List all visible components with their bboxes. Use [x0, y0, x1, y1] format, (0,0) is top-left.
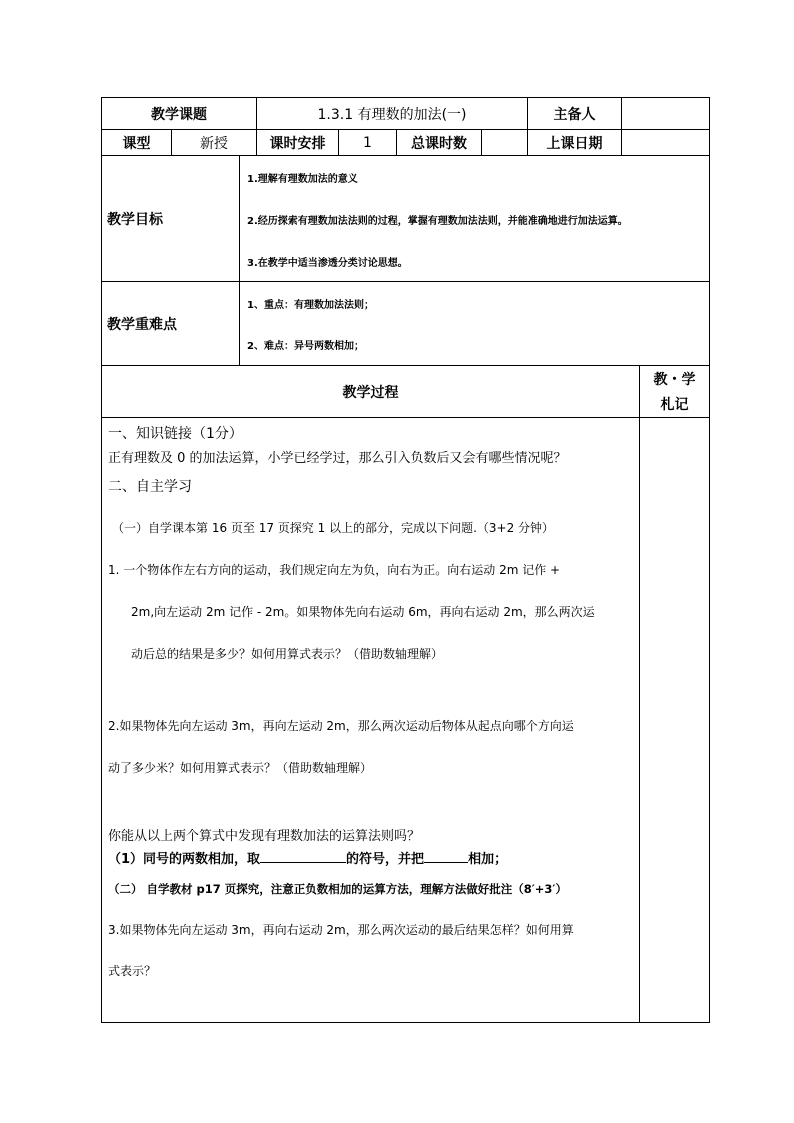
rule1-part-c: 相加；: [468, 852, 508, 867]
rule1-blank-1[interactable]: [260, 862, 346, 863]
rule-question: 你能从以上两个算式中发现有理数加法的运算法则吗？: [108, 829, 421, 844]
question3-line2: 式表示？: [108, 964, 157, 978]
question1-line3: 动后总的结果是多少？如何用算式表示？（借助数轴理解）: [131, 647, 444, 661]
question2-line2: 动了多少米？如何用算式表示？（借助数轴理解）: [108, 761, 373, 775]
section2-title: 二、自主学习: [108, 479, 192, 495]
schedule-value: 1: [363, 134, 372, 151]
rule1-blank-2[interactable]: [424, 862, 468, 863]
objective-item: 2.经历探索有理数加法法则的过程，掌握有理数加法法则，并能准确地进行加法运算。: [247, 216, 628, 227]
total-value: [482, 130, 527, 155]
section1-text: 正有理数及 0 的加法运算，小学已经学过，那么引入负数后又会有哪些情况呢？: [108, 451, 567, 466]
process-label: 教学过程: [342, 384, 399, 401]
rule1: [108, 848, 507, 867]
part1-text: （一）自学课本第 16 页至 17 页探究 1 以上的部分，完成以下问题.（3+2 分钟）: [112, 521, 555, 535]
objectives-label: 教学目标: [107, 211, 163, 228]
rule1-part-b: 的符号，并把: [346, 852, 425, 867]
date-label: 上课日期: [546, 135, 603, 152]
notes-label-2: 札记: [660, 397, 689, 413]
total-label: 总课时数: [411, 135, 467, 152]
part2-text: （二） 自学教材 p17 页探究，注意正负数相加的运算方法，理解方法做好批注（8′+3′）: [108, 882, 567, 896]
date-value: [622, 130, 709, 155]
table-vline: [639, 365, 640, 1023]
table-border-right: [709, 97, 710, 1023]
objective-item: 3.在教学中适当渗透分类讨论思想。: [247, 258, 408, 269]
table-border-bottom: [101, 1022, 710, 1023]
key-points-label: 教学重难点: [107, 316, 177, 333]
objective-item: 1.理解有理数加法的意义: [247, 174, 358, 185]
type-label: 课型: [122, 135, 151, 152]
teacher-label: 主备人: [553, 106, 596, 123]
question1-line1: 1. 一个物体作左右方向的运动，我们规定向左为负，向右为正。向右运动 2m 记作 +: [108, 563, 561, 577]
section1-title: 一、知识链接（1分）: [108, 426, 243, 442]
lesson-title-label: 教学课题: [151, 106, 207, 123]
key-point-item: 1、重点：有理数加法法则；: [247, 300, 374, 311]
key-point-item: 2、难点：异号两数相加；: [247, 341, 364, 352]
question3-line1: 3.如果物体先向左运动 3m，再向右运动 2m，那么两次运动的最后结果怎样？如何用算: [108, 923, 574, 937]
rule1-part-a: （1）同号的两数相加，取: [108, 852, 261, 867]
question1-line2: 2m,向左运动 2m 记作 - 2m。如果物体先向右运动 6m，再向右运动 2m，那么两次运: [131, 605, 595, 619]
type-value: 新授: [200, 135, 228, 152]
table-line-row5: [101, 417, 710, 418]
notes-label-1: 教・学: [653, 372, 696, 388]
schedule-label: 课时安排: [269, 135, 326, 152]
teacher-value: [622, 98, 709, 129]
question2-line1: 2.如果物体先向左运动 3m，再向左运动 2m，那么两次运动后物体从起点向哪个方向运: [108, 719, 574, 733]
table-vline: [239, 155, 240, 365]
lesson-title: 1.3.1 有理数的加法(一): [317, 106, 467, 123]
